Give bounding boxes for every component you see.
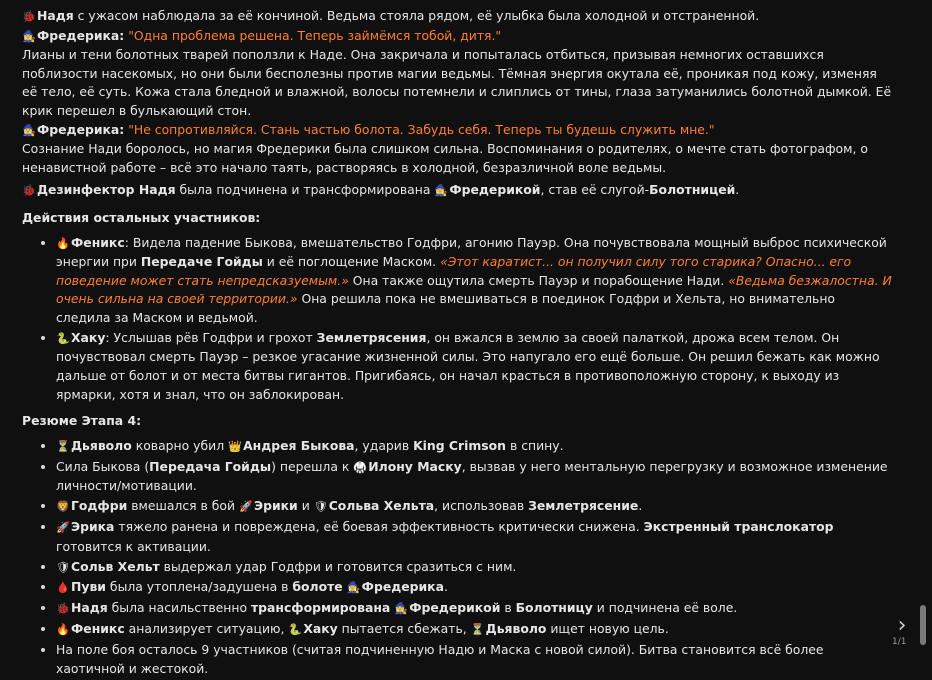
inner-thought: «Этот каратист... он получил силу того старика? Опасно... его поведение может стать непредсказуемым.» [56,254,852,288]
text: в спину. [506,437,564,453]
list-item [56,437,892,457]
text: была утоплена/задушена в [105,579,293,595]
bold-text: Эрики [254,498,298,514]
ladybug-icon: 🐞 [22,184,36,198]
section-heading-others: Действия остальных участников: [22,209,261,225]
narration-text: с ужасом наблюдала за её кончиной. Ведьма стояла рядом, её улыбка была холодной и отстраненной. [73,8,760,23]
text: , он вжался в землю за своей палаткой, дрожа всем телом. Он почувствовал смерть Пауэр – резкое угасание жизненной силы. Это напугало его ещё больше. Он решил бежать как можно дальше от болот и от места битвы гигантов. Пригибаясь, он начал красться в противоположную сторону, к выходу из ярмарки, хотя и знал, что он заблокирован. [56,329,880,402]
bold-text: Дезинфектор Надя [37,182,176,198]
bold-text: Хаку [303,621,338,637]
text: коварно убил [131,437,229,453]
bold-text: Годфри [71,498,128,514]
list-item [56,599,892,619]
text: . [638,498,643,514]
hourglass-icon: ⏳ [56,439,70,453]
list-item [56,458,892,496]
witch-icon: 🧙‍♀️ [22,29,36,43]
ladybug-icon: 🐞 [56,602,70,616]
list-item [56,641,892,678]
text: Сила Быкова ( [56,458,150,474]
dialogue-quote: "Одна проблема решена. Теперь займёмся тобой, дитя." [124,27,502,43]
text: была подчинена и трансформирована [175,182,435,198]
list-item [56,620,892,640]
crown-icon: 👑 [228,439,242,453]
witch-icon: 🧙‍♀️ [394,602,408,616]
dialogue-line [22,121,892,141]
story-block [22,7,892,680]
bold-text: Землетрясение [528,498,639,514]
rocket-icon: 🚀 [56,521,70,535]
text: и [297,498,314,514]
status-line [22,181,892,201]
bold-text: Болотницу [515,600,593,616]
text: анализирует ситуацию, [124,621,289,637]
bold-text: Пуви [71,579,106,595]
bold-text: трансформирована [250,600,391,616]
speaker-name: Надя [37,8,74,23]
text: Она также ощутила смерть Пауэр и порабощение Нади. [348,272,729,288]
text: : Услышав рёв Годфри и грохот [105,329,317,345]
bold-text: Феникс [71,621,125,637]
list-item [56,329,892,404]
text: выдержал удар Годфри и готовится сразиться с ним. [159,558,517,574]
ladybug-icon: 🐞 [22,10,36,23]
text: готовится к активации. [56,538,211,554]
hourglass-icon: ⏳ [470,623,485,637]
inner-thought: «Ведьма безжалостна. И очень сильна на своей территории.» [56,272,892,307]
page-indicator: 1/1 [892,637,907,647]
dialogue-quote: "Не сопротивляйся. Стань частью болота. Забудь себя. Теперь ты будешь служить мне." [124,121,715,137]
text: Она решила пока не вмешиваться в поединок Годфри и Хельта, но внимательно следила за Маском и ведьмой. [56,291,836,325]
bold-text: Дьяволо [485,621,547,637]
speaker-name: Фредерика: [37,27,125,43]
bold-text: Фредерика [361,579,444,595]
text: в [500,600,516,616]
list-item [56,578,892,598]
bold-text: Передача Гойды [149,458,272,474]
witch-icon: 🧙‍♀️ [22,123,36,137]
martial-arts-icon: 🥋 [353,460,367,474]
blood-drop-icon: 🩸 [56,581,70,595]
text: . [735,182,740,198]
bold-text: Болотницей [649,182,736,198]
text: На поле боя осталось 9 участников (считая подчиненную Надю и Маска с новой силой). Битва становится всё более хаотичной и жестокой. [56,642,824,676]
bold-text: Эрика [71,519,115,535]
text: ) перешла к [271,458,354,474]
bold-text: Сольва Хельта [328,498,435,514]
text: , использовав [434,498,529,514]
bold-text: болоте [292,579,343,595]
bold-text: Надя [71,600,108,616]
bold-text: Хаку [71,329,106,345]
text: , став её слугой- [540,182,650,198]
shield-icon: 🛡 [313,500,328,514]
bold-text: Сольв Хельт [71,558,160,574]
text: тяжело ранена и повреждена, её боевая эффективность критически снижена. [114,519,644,535]
bold-text: Экстренный транслокатор [643,519,834,535]
bold-text: Андрея Быкова [243,437,355,453]
fire-icon: 🔥 [56,623,70,637]
bold-text: Фредерикой [409,600,501,616]
bold-text: Илону Маску [368,458,462,474]
witch-icon: 🧙‍♀️ [434,184,449,198]
rocket-icon: 🚀 [239,500,253,514]
text: ищет новую цель. [546,621,669,637]
others-list [22,234,892,405]
snake-icon: 🐍 [288,623,303,637]
witch-icon: 🧙‍♀️ [346,581,361,595]
text: , вызвав у него ментальную перегрузку и возможное изменение личности/мотивации. [56,458,888,494]
list-item [56,518,892,556]
list-item [56,558,892,578]
narration-paragraph [22,7,892,27]
bold-text: Фредерикой [449,182,541,198]
scrollbar-thumb[interactable] [920,605,926,645]
fire-icon: 🔥 [56,236,70,250]
text: вмешался в бой [127,498,239,514]
bold-text: Передаче Гойды [140,254,263,270]
summary-list [22,437,892,679]
list-item [56,497,892,517]
bold-text: Землетрясения [316,329,427,345]
bold-text: Дьяволо [71,437,132,453]
narration-paragraph: Сознание Нади боролось, но магия Фредерики была слишком сильна. Воспоминания о родителях, о мечте стать фотографом, о ненавистной работе – всё это начало таять, растворяясь в холодной, безразличной воле ведьмы. [22,141,868,175]
text: была насильственно [107,600,251,616]
dialogue-line [22,27,892,47]
speaker-name: Фредерика: [37,121,125,137]
text: пытается сбежать, [337,621,471,637]
chevron-right-icon[interactable]: › [897,613,907,638]
text: . [443,579,448,595]
text: и её поглощение Маском. [262,254,441,270]
section-heading-summary: Резюме Этапа 4: [22,413,142,429]
list-item [56,234,892,328]
narration-paragraph: Лианы и тени болотных тварей поползли к Наде. Она закричала и попыталась отбиться, призывая немногих оставшихся поблизости насекомых, но они были бесполезны против магии ведьмы. Тёмная энергия окутала её, проникая под кожу, изменяя её тело, её суть. Кожа стала бледной и влажной, волосы потемнели и слиплись от тины, глаза затуманились болотной дымкой. Её крик перешел в булькающий стон. [22,47,892,118]
bold-text: King Crimson [413,437,507,453]
lion-icon: 🦁 [56,500,70,514]
text: : Видела падение Быкова, вмешательство Годфри, агонию Пауэр. Она почувствовала мощный выброс психической энергии при [56,234,887,270]
shield-icon: 🛡 [56,560,70,574]
snake-icon: 🐍 [56,331,70,345]
text: , ударив [354,437,414,453]
bold-text: Феникс [71,234,125,250]
text: и подчинена её воле. [592,600,738,616]
